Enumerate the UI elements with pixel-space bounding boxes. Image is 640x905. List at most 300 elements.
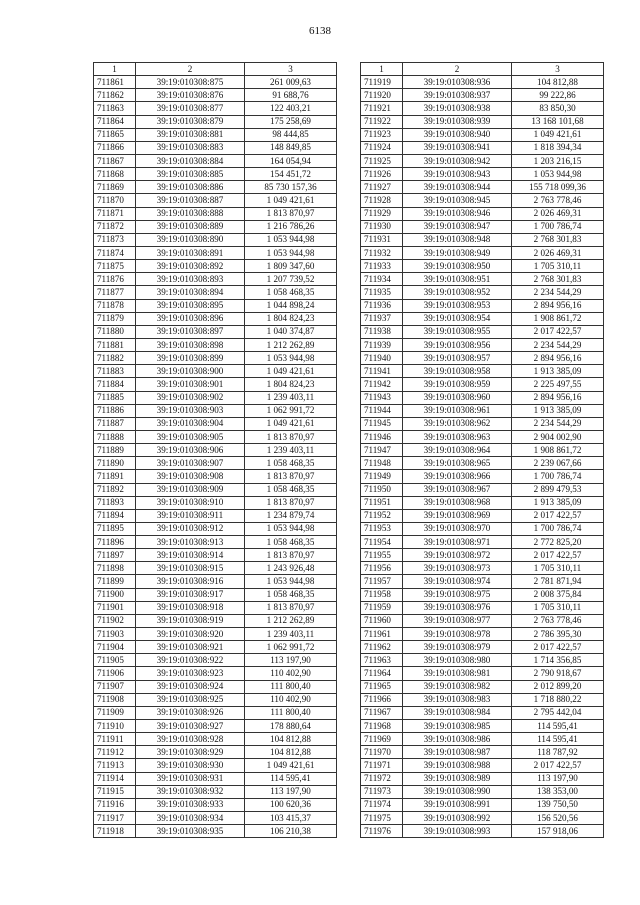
- cell-value: 2 234 544,29: [512, 286, 604, 299]
- cell-number: 711872: [94, 220, 136, 233]
- cell-value: 1 053 944,98: [245, 352, 337, 365]
- table-row: [94, 706, 337, 719]
- cell-number: 711938: [361, 325, 403, 338]
- cell-number: 711870: [94, 194, 136, 207]
- cell-value: 2 017 422,57: [512, 759, 604, 772]
- cell-value: 98 444,85: [245, 128, 337, 141]
- table-row: [361, 614, 604, 627]
- cell-number: 711868: [94, 168, 136, 181]
- cell-cadastral-number: 39:19:010308:937: [403, 89, 512, 102]
- cell-number: 711889: [94, 444, 136, 457]
- cell-number: 711881: [94, 338, 136, 351]
- cell-value: 1 049 421,61: [245, 365, 337, 378]
- cell-value: 1 044 898,24: [245, 299, 337, 312]
- cell-number: 711950: [361, 483, 403, 496]
- cell-number: 711920: [361, 89, 403, 102]
- table-row: [361, 260, 604, 273]
- cell-cadastral-number: 39:19:010308:914: [136, 549, 245, 562]
- cell-cadastral-number: 39:19:010308:895: [136, 299, 245, 312]
- cell-value: 106 210,38: [245, 825, 337, 838]
- table-row: [361, 115, 604, 128]
- cell-number: 711863: [94, 102, 136, 115]
- cell-cadastral-number: 39:19:010308:950: [403, 260, 512, 273]
- cell-number: 711880: [94, 325, 136, 338]
- cell-value: 2 894 956,16: [512, 299, 604, 312]
- table-row: [361, 168, 604, 181]
- cell-cadastral-number: 39:19:010308:953: [403, 299, 512, 312]
- table-row: [94, 102, 337, 115]
- cell-cadastral-number: 39:19:010308:881: [136, 128, 245, 141]
- cell-number: 711866: [94, 141, 136, 154]
- cell-number: 711896: [94, 536, 136, 549]
- cell-number: 711916: [94, 798, 136, 811]
- table-row: [361, 825, 604, 838]
- table-row: [94, 365, 337, 378]
- cell-value: 1 913 385,09: [512, 365, 604, 378]
- cell-cadastral-number: 39:19:010308:965: [403, 457, 512, 470]
- cell-cadastral-number: 39:19:010308:973: [403, 562, 512, 575]
- cell-number: 711904: [94, 641, 136, 654]
- cell-cadastral-number: 39:19:010308:941: [403, 141, 512, 154]
- cell-value: 2 904 002,90: [512, 430, 604, 443]
- cell-value: 1 049 421,61: [512, 128, 604, 141]
- table-row: [361, 733, 604, 746]
- cell-number: 711895: [94, 522, 136, 535]
- cell-number: 711875: [94, 260, 136, 273]
- cell-number: 711879: [94, 312, 136, 325]
- cell-number: 711884: [94, 378, 136, 391]
- cell-cadastral-number: 39:19:010308:875: [136, 76, 245, 89]
- cell-value: 2 017 422,57: [512, 325, 604, 338]
- table-row: [361, 141, 604, 154]
- cell-number: 711892: [94, 483, 136, 496]
- table-row: [361, 220, 604, 233]
- cell-cadastral-number: 39:19:010308:979: [403, 641, 512, 654]
- cell-number: 711969: [361, 733, 403, 746]
- table-row: [94, 536, 337, 549]
- cell-number: 711970: [361, 746, 403, 759]
- cell-value: 1 216 786,26: [245, 220, 337, 233]
- cell-cadastral-number: 39:19:010308:935: [136, 825, 245, 838]
- cell-value: 1 813 870,97: [245, 207, 337, 220]
- table-row: [94, 273, 337, 286]
- table-row: [94, 444, 337, 457]
- column-header-value: 3: [512, 63, 604, 76]
- cell-cadastral-number: 39:19:010308:921: [136, 641, 245, 654]
- cell-cadastral-number: 39:19:010308:922: [136, 654, 245, 667]
- table-row: [94, 404, 337, 417]
- cell-number: 711965: [361, 680, 403, 693]
- cell-cadastral-number: 39:19:010308:917: [136, 588, 245, 601]
- table-row: [94, 601, 337, 614]
- cell-value: 2 008 375,84: [512, 588, 604, 601]
- cell-value: 1 718 880,22: [512, 693, 604, 706]
- cell-cadastral-number: 39:19:010308:987: [403, 746, 512, 759]
- table-row: [361, 246, 604, 259]
- table-row: [94, 614, 337, 627]
- table-row: [94, 312, 337, 325]
- column-header-cadastral: 2: [403, 63, 512, 76]
- table-row: [361, 89, 604, 102]
- cell-value: 2 763 778,46: [512, 194, 604, 207]
- cell-value: 1 239 403,11: [245, 628, 337, 641]
- cell-number: 711968: [361, 720, 403, 733]
- cell-cadastral-number: 39:19:010308:972: [403, 549, 512, 562]
- cell-cadastral-number: 39:19:010308:884: [136, 154, 245, 167]
- table-row: [361, 693, 604, 706]
- cell-cadastral-number: 39:19:010308:945: [403, 194, 512, 207]
- cell-number: 711886: [94, 404, 136, 417]
- cell-number: 711893: [94, 496, 136, 509]
- cell-value: 2 017 422,57: [512, 509, 604, 522]
- cell-number: 711943: [361, 391, 403, 404]
- cell-cadastral-number: 39:19:010308:975: [403, 588, 512, 601]
- cell-value: 118 787,92: [512, 746, 604, 759]
- cell-number: 711958: [361, 588, 403, 601]
- cell-cadastral-number: 39:19:010308:911: [136, 509, 245, 522]
- table-row: [94, 746, 337, 759]
- cell-value: 1 053 944,98: [245, 246, 337, 259]
- cell-cadastral-number: 39:19:010308:988: [403, 759, 512, 772]
- cell-cadastral-number: 39:19:010308:929: [136, 746, 245, 759]
- cell-value: 2 017 422,57: [512, 641, 604, 654]
- cell-number: 711922: [361, 115, 403, 128]
- cell-cadastral-number: 39:19:010308:986: [403, 733, 512, 746]
- table-row: [361, 378, 604, 391]
- cell-value: 2 795 442,04: [512, 706, 604, 719]
- cell-cadastral-number: 39:19:010308:971: [403, 536, 512, 549]
- table-row: [361, 338, 604, 351]
- table-row: [361, 588, 604, 601]
- cell-value: 110 402,90: [245, 693, 337, 706]
- cell-number: 711946: [361, 430, 403, 443]
- cell-cadastral-number: 39:19:010308:919: [136, 614, 245, 627]
- cell-value: 1 058 468,35: [245, 536, 337, 549]
- cell-number: 711962: [361, 641, 403, 654]
- table-row: [94, 260, 337, 273]
- cell-value: 110 402,90: [245, 667, 337, 680]
- cell-value: 1 234 879,74: [245, 509, 337, 522]
- cell-value: 1 058 468,35: [245, 286, 337, 299]
- cell-cadastral-number: 39:19:010308:904: [136, 417, 245, 430]
- cell-cadastral-number: 39:19:010308:916: [136, 575, 245, 588]
- cell-value: 1 058 468,35: [245, 457, 337, 470]
- cell-value: 2 234 544,29: [512, 417, 604, 430]
- cell-cadastral-number: 39:19:010308:970: [403, 522, 512, 535]
- cell-value: 1 813 870,97: [245, 430, 337, 443]
- cell-cadastral-number: 39:19:010308:982: [403, 680, 512, 693]
- table-row: [94, 588, 337, 601]
- table-row: [361, 496, 604, 509]
- cell-value: 99 222,86: [512, 89, 604, 102]
- cell-value: 1 818 394,34: [512, 141, 604, 154]
- cell-value: 1 049 421,61: [245, 194, 337, 207]
- cell-number: 711891: [94, 470, 136, 483]
- table-row: [361, 352, 604, 365]
- cell-cadastral-number: 39:19:010308:992: [403, 812, 512, 825]
- cell-value: 2 026 469,31: [512, 207, 604, 220]
- table-row: [361, 509, 604, 522]
- cell-value: 139 750,50: [512, 798, 604, 811]
- cell-cadastral-number: 39:19:010308:959: [403, 378, 512, 391]
- cell-number: 711931: [361, 233, 403, 246]
- cell-value: 2 772 825,20: [512, 536, 604, 549]
- cell-number: 711911: [94, 733, 136, 746]
- cell-value: 1 700 786,74: [512, 522, 604, 535]
- cell-cadastral-number: 39:19:010308:957: [403, 352, 512, 365]
- cell-number: 711861: [94, 76, 136, 89]
- cell-value: 114 595,41: [512, 720, 604, 733]
- cell-number: 711864: [94, 115, 136, 128]
- cell-number: 711924: [361, 141, 403, 154]
- cell-cadastral-number: 39:19:010308:912: [136, 522, 245, 535]
- table-row: [361, 194, 604, 207]
- table-row: [94, 680, 337, 693]
- cell-cadastral-number: 39:19:010308:962: [403, 417, 512, 430]
- cell-value: 113 197,90: [245, 785, 337, 798]
- cell-number: 711941: [361, 365, 403, 378]
- cell-cadastral-number: 39:19:010308:964: [403, 444, 512, 457]
- table-row: [361, 312, 604, 325]
- table-row: [94, 417, 337, 430]
- cell-cadastral-number: 39:19:010308:967: [403, 483, 512, 496]
- cell-cadastral-number: 39:19:010308:888: [136, 207, 245, 220]
- table-row: [94, 207, 337, 220]
- cell-number: 711867: [94, 154, 136, 167]
- cell-cadastral-number: 39:19:010308:886: [136, 181, 245, 194]
- cell-cadastral-number: 39:19:010308:989: [403, 772, 512, 785]
- cell-value: 1 913 385,09: [512, 496, 604, 509]
- table-row: [94, 154, 337, 167]
- cell-cadastral-number: 39:19:010308:877: [136, 102, 245, 115]
- cell-value: 1 239 403,11: [245, 444, 337, 457]
- table-row: [361, 154, 604, 167]
- table-row: [94, 693, 337, 706]
- cell-cadastral-number: 39:19:010308:889: [136, 220, 245, 233]
- cell-value: 1 049 421,61: [245, 759, 337, 772]
- cell-value: 2 763 778,46: [512, 614, 604, 627]
- table-row: [94, 549, 337, 562]
- cell-cadastral-number: 39:19:010308:915: [136, 562, 245, 575]
- table-row: [361, 601, 604, 614]
- cell-value: 104 812,88: [512, 76, 604, 89]
- cell-value: 1 239 403,11: [245, 391, 337, 404]
- cell-cadastral-number: 39:19:010308:887: [136, 194, 245, 207]
- cell-cadastral-number: 39:19:010308:908: [136, 470, 245, 483]
- cell-number: 711902: [94, 614, 136, 627]
- table-row: [361, 365, 604, 378]
- column-header-cadastral: 2: [136, 63, 245, 76]
- cell-number: 711905: [94, 654, 136, 667]
- table-row: [94, 667, 337, 680]
- cell-number: 711942: [361, 378, 403, 391]
- cell-value: 2 225 497,55: [512, 378, 604, 391]
- cell-cadastral-number: 39:19:010308:906: [136, 444, 245, 457]
- cell-value: 2 768 301,83: [512, 233, 604, 246]
- table-row: [94, 733, 337, 746]
- cell-number: 711952: [361, 509, 403, 522]
- table-row: [361, 746, 604, 759]
- cell-number: 711898: [94, 562, 136, 575]
- table-row: [361, 812, 604, 825]
- cell-value: 2 781 871,94: [512, 575, 604, 588]
- cell-value: 1 058 468,35: [245, 588, 337, 601]
- cell-number: 711927: [361, 181, 403, 194]
- table-row: [94, 509, 337, 522]
- table-row: [361, 457, 604, 470]
- cell-value: 2 894 956,16: [512, 391, 604, 404]
- cell-value: 1 813 870,97: [245, 496, 337, 509]
- cell-cadastral-number: 39:19:010308:981: [403, 667, 512, 680]
- table-row: [361, 785, 604, 798]
- cell-value: 1 049 421,61: [245, 417, 337, 430]
- cell-cadastral-number: 39:19:010308:952: [403, 286, 512, 299]
- table-row: [94, 181, 337, 194]
- table-row: [94, 825, 337, 838]
- table-row: [94, 812, 337, 825]
- cell-number: 711925: [361, 154, 403, 167]
- cell-number: 711960: [361, 614, 403, 627]
- cell-cadastral-number: 39:19:010308:876: [136, 89, 245, 102]
- cell-number: 711890: [94, 457, 136, 470]
- table-row: [94, 575, 337, 588]
- cell-number: 711961: [361, 628, 403, 641]
- cell-cadastral-number: 39:19:010308:943: [403, 168, 512, 181]
- cell-cadastral-number: 39:19:010308:903: [136, 404, 245, 417]
- cell-cadastral-number: 39:19:010308:968: [403, 496, 512, 509]
- cell-number: 711899: [94, 575, 136, 588]
- cell-number: 711972: [361, 772, 403, 785]
- cell-number: 711967: [361, 706, 403, 719]
- cell-value: 1 058 468,35: [245, 483, 337, 496]
- cell-number: 711935: [361, 286, 403, 299]
- cell-value: 164 054,94: [245, 154, 337, 167]
- table-row: [94, 785, 337, 798]
- table-row: [94, 772, 337, 785]
- cell-cadastral-number: 39:19:010308:932: [136, 785, 245, 798]
- cell-number: 711956: [361, 562, 403, 575]
- cell-number: 711928: [361, 194, 403, 207]
- table-row: [361, 759, 604, 772]
- cell-value: 148 849,85: [245, 141, 337, 154]
- cell-value: 113 197,90: [245, 654, 337, 667]
- cell-number: 711937: [361, 312, 403, 325]
- cell-number: 711878: [94, 299, 136, 312]
- table-body-left: [94, 76, 337, 838]
- table-row: [94, 325, 337, 338]
- cell-number: 711887: [94, 417, 136, 430]
- table-row: [94, 246, 337, 259]
- cell-number: 711949: [361, 470, 403, 483]
- cell-value: 100 620,36: [245, 798, 337, 811]
- cell-number: 711933: [361, 260, 403, 273]
- table-row: [361, 536, 604, 549]
- table-body-right: [361, 76, 604, 838]
- table-row: [361, 641, 604, 654]
- cell-cadastral-number: 39:19:010308:934: [136, 812, 245, 825]
- cell-cadastral-number: 39:19:010308:958: [403, 365, 512, 378]
- cell-number: 711862: [94, 89, 136, 102]
- cell-number: 711921: [361, 102, 403, 115]
- table-row: [361, 798, 604, 811]
- cell-number: 711883: [94, 365, 136, 378]
- table-row: [94, 470, 337, 483]
- cell-cadastral-number: 39:19:010308:949: [403, 246, 512, 259]
- cell-value: 1 908 861,72: [512, 312, 604, 325]
- cell-number: 711971: [361, 759, 403, 772]
- cadastral-table-right: [360, 62, 604, 838]
- cell-cadastral-number: 39:19:010308:942: [403, 154, 512, 167]
- cell-value: 2 894 956,16: [512, 352, 604, 365]
- table-row: [94, 338, 337, 351]
- cell-cadastral-number: 39:19:010308:985: [403, 720, 512, 733]
- table-row: [94, 720, 337, 733]
- cell-number: 711909: [94, 706, 136, 719]
- cell-cadastral-number: 39:19:010308:923: [136, 667, 245, 680]
- cell-number: 711973: [361, 785, 403, 798]
- table-header-row: [361, 63, 604, 76]
- table-row: [94, 641, 337, 654]
- cell-number: 711976: [361, 825, 403, 838]
- cell-value: 1 705 310,11: [512, 601, 604, 614]
- table-row: [361, 706, 604, 719]
- cell-number: 711957: [361, 575, 403, 588]
- cell-number: 711885: [94, 391, 136, 404]
- cell-cadastral-number: 39:19:010308:974: [403, 575, 512, 588]
- cell-cadastral-number: 39:19:010308:928: [136, 733, 245, 746]
- table-row: [361, 483, 604, 496]
- cell-cadastral-number: 39:19:010308:883: [136, 141, 245, 154]
- table-row: [361, 273, 604, 286]
- cell-value: 114 595,41: [245, 772, 337, 785]
- table-row: [94, 194, 337, 207]
- cell-number: 711926: [361, 168, 403, 181]
- cell-number: 711882: [94, 352, 136, 365]
- cell-value: 2 899 479,53: [512, 483, 604, 496]
- cell-number: 711906: [94, 667, 136, 680]
- cell-number: 711907: [94, 680, 136, 693]
- cell-cadastral-number: 39:19:010308:947: [403, 220, 512, 233]
- table-row: [361, 628, 604, 641]
- cell-number: 711947: [361, 444, 403, 457]
- cell-value: 1 207 739,52: [245, 273, 337, 286]
- cell-cadastral-number: 39:19:010308:913: [136, 536, 245, 549]
- cell-value: 1 813 870,97: [245, 470, 337, 483]
- cell-cadastral-number: 39:19:010308:938: [403, 102, 512, 115]
- cell-value: 1 700 786,74: [512, 220, 604, 233]
- table-row: [94, 654, 337, 667]
- cell-value: 2 017 422,57: [512, 549, 604, 562]
- cell-cadastral-number: 39:19:010308:892: [136, 260, 245, 273]
- table-row: [361, 562, 604, 575]
- cell-cadastral-number: 39:19:010308:909: [136, 483, 245, 496]
- cell-number: 711923: [361, 128, 403, 141]
- cell-number: 711894: [94, 509, 136, 522]
- table-row: [361, 325, 604, 338]
- cell-value: 156 520,56: [512, 812, 604, 825]
- table-row: [361, 299, 604, 312]
- cell-cadastral-number: 39:19:010308:991: [403, 798, 512, 811]
- table-row: [361, 772, 604, 785]
- cell-cadastral-number: 39:19:010308:955: [403, 325, 512, 338]
- cell-cadastral-number: 39:19:010308:910: [136, 496, 245, 509]
- cell-value: 1 813 870,97: [245, 549, 337, 562]
- cell-number: 711873: [94, 233, 136, 246]
- table-row: [94, 128, 337, 141]
- cell-cadastral-number: 39:19:010308:891: [136, 246, 245, 259]
- cell-cadastral-number: 39:19:010308:960: [403, 391, 512, 404]
- cell-number: 711964: [361, 667, 403, 680]
